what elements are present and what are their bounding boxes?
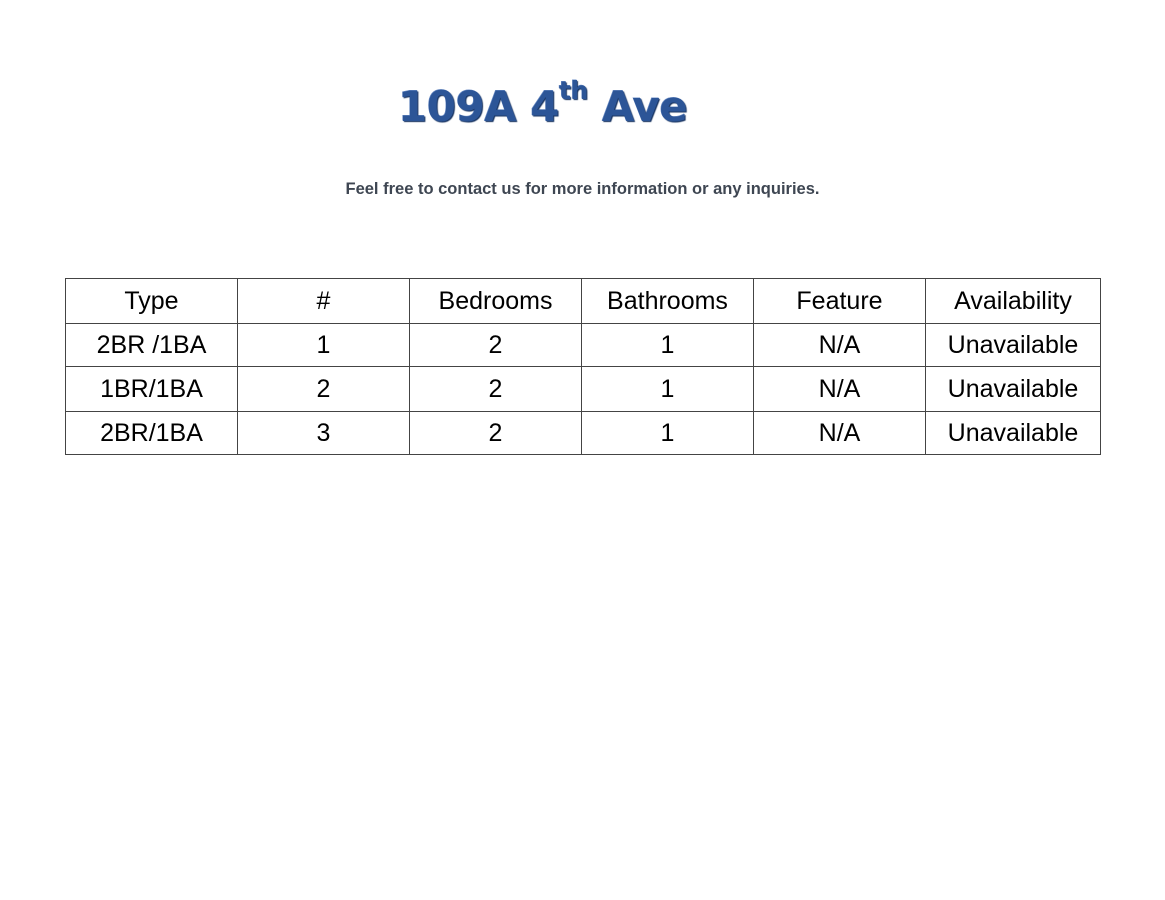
cell-bathrooms: 1 <box>582 412 754 455</box>
cell-bedrooms: 2 <box>410 367 582 412</box>
column-header-bathrooms: Bathrooms <box>582 279 754 324</box>
contact-note: Feel free to contact us for more information or any inquiries. <box>345 180 820 198</box>
cell-type: 1BR/1BA <box>66 367 238 412</box>
table-header-row <box>66 279 1101 324</box>
units-table <box>65 278 1101 455</box>
column-header-availability: Availability <box>926 279 1101 324</box>
page-title <box>398 76 688 132</box>
cell-number: 2 <box>238 367 410 412</box>
column-header-number: # <box>238 279 410 324</box>
cell-bathrooms: 1 <box>582 367 754 412</box>
cell-feature: N/A <box>754 367 926 412</box>
cell-availability: Unavailable <box>926 324 1101 367</box>
cell-feature: N/A <box>754 412 926 455</box>
column-header-feature: Feature <box>754 279 926 324</box>
cell-feature: N/A <box>754 324 926 367</box>
cell-bedrooms: 2 <box>410 412 582 455</box>
table-row <box>66 412 1101 455</box>
cell-bathrooms: 1 <box>582 324 754 367</box>
cell-availability: Unavailable <box>926 367 1101 412</box>
cell-availability: Unavailable <box>926 412 1101 455</box>
column-header-bedrooms: Bedrooms <box>410 279 582 324</box>
column-header-type: Type <box>66 279 238 324</box>
title-main: 109A 4 <box>398 82 560 131</box>
table-row <box>66 367 1101 412</box>
cell-number: 1 <box>238 324 410 367</box>
title-suffix: Ave <box>587 82 688 131</box>
cell-type: 2BR /1BA <box>66 324 238 367</box>
title-superscript: th <box>559 76 588 105</box>
table-row <box>66 324 1101 367</box>
cell-type: 2BR/1BA <box>66 412 238 455</box>
cell-number: 3 <box>238 412 410 455</box>
cell-bedrooms: 2 <box>410 324 582 367</box>
